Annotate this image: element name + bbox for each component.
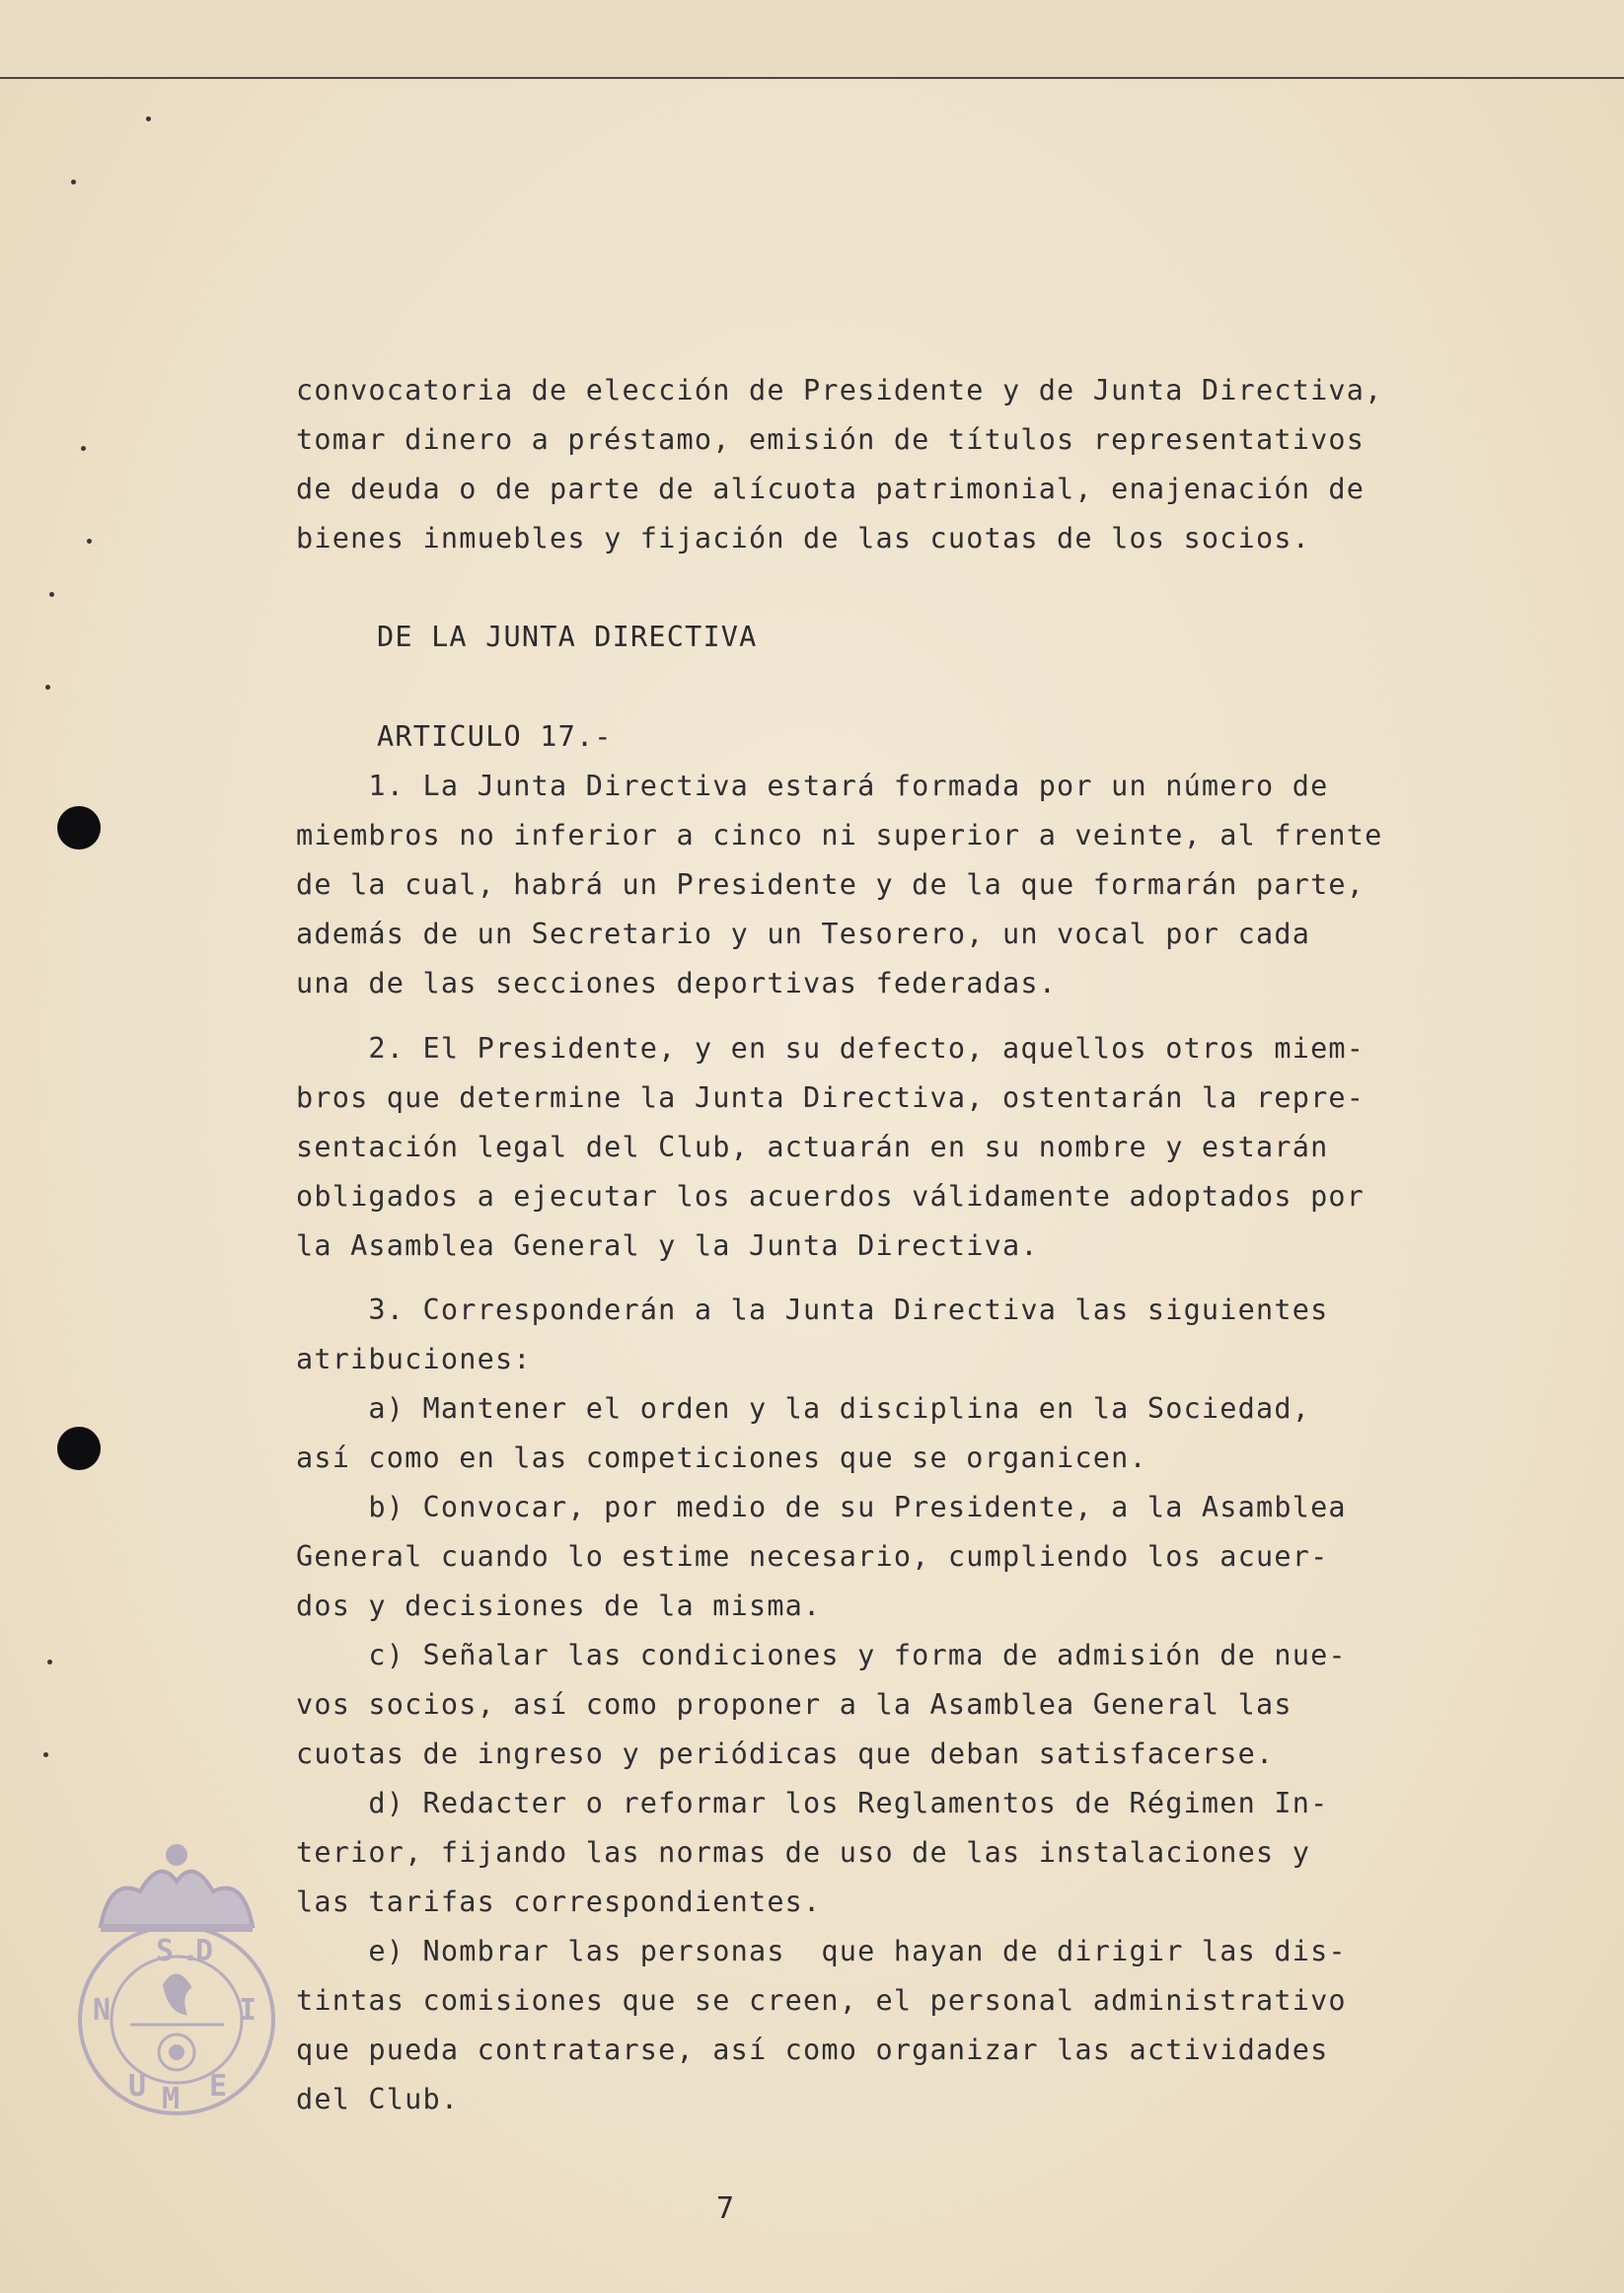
margin-speck — [81, 446, 86, 451]
svg-text:U: U — [128, 2069, 147, 2104]
list-item-d: d) Redacter o reformar los Reglamentos de Régimen In- — [296, 1787, 1329, 1819]
svg-text:D: D — [195, 1934, 214, 1968]
list-item-b: b) Convocar, por medio de su Presidente, a la Asamblea — [296, 1491, 1347, 1523]
text-line: 3. Corresponderán a la Junta Directiva las siguientes — [296, 1294, 1329, 1326]
text-line: la Asamblea General y la Junta Directiva. — [296, 1229, 1039, 1262]
margin-speck — [45, 685, 50, 690]
text-line: las tarifas correspondientes. — [296, 1886, 822, 1918]
svg-text:E: E — [209, 2069, 228, 2104]
svg-text:I: I — [239, 1993, 258, 2028]
margin-speck — [71, 180, 76, 185]
text-line: de la cual, habrá un Presidente y de la que formarán parte, — [296, 868, 1366, 901]
margin-speck — [49, 592, 54, 597]
section-heading: DE LA JUNTA DIRECTIVA — [377, 621, 758, 653]
paragraph-3 — [296, 1286, 1500, 2124]
text-line: tomar dinero a préstamo, emisión de títulos representativos — [296, 423, 1366, 456]
punch-hole-bottom — [57, 1427, 101, 1470]
text-line: sentación legal del Club, actuarán en su nombre y estarán — [296, 1131, 1329, 1163]
list-item-c: c) Señalar las condiciones y forma de admisión de nue- — [296, 1639, 1347, 1671]
margin-speck — [47, 1660, 52, 1664]
list-item-e: e) Nombrar las personas que hayan de dirigir las dis- — [296, 1935, 1347, 1967]
text-line: convocatoria de elección de Presidente y de Junta Directiva, — [296, 374, 1383, 407]
text-line: vos socios, así como proponer a la Asamblea General las — [296, 1688, 1292, 1721]
text-line: cuotas de ingreso y periódicas que deban satisfacerse. — [296, 1738, 1275, 1770]
top-edge-strip — [0, 0, 1624, 79]
text-line: bros que determine la Junta Directiva, ostentarán la repre- — [296, 1081, 1366, 1114]
text-line: dos y decisiones de la misma. — [296, 1590, 822, 1622]
margin-speck — [43, 1752, 48, 1757]
text-line: General cuando lo estime necesario, cumpliendo los acuer- — [296, 1540, 1329, 1573]
page-number: 7 — [716, 2191, 735, 2226]
paragraph-1 — [296, 762, 1500, 1008]
text-line: bienes inmuebles y fijación de las cuotas de los socios. — [296, 522, 1311, 555]
paragraph-2 — [296, 1024, 1500, 1271]
text-line: 2. El Presidente, y en su defecto, aquellos otros miem- — [296, 1032, 1366, 1065]
svg-text:S: S — [156, 1934, 175, 1968]
text-line: que pueda contratarse, así como organizar las actividades — [296, 2034, 1329, 2066]
article-heading: ARTICULO 17.- — [377, 720, 613, 753]
text-line: miembros no inferior a cinco ni superior a veinte, al frente — [296, 819, 1383, 851]
svg-text:M: M — [162, 2082, 181, 2116]
text-line: 1. La Junta Directiva estará formada por un número de — [296, 770, 1329, 802]
text-line: de deuda o de parte de alícuota patrimonial, enajenación de — [296, 473, 1366, 505]
text-line: una de las secciones deportivas federadas. — [296, 967, 1058, 999]
intro-paragraph — [296, 366, 1500, 563]
text-line: obligados a ejecutar los acuerdos válidamente adoptados por — [296, 1180, 1366, 1213]
text-line: atribuciones: — [296, 1343, 532, 1375]
text-line: así como en las competiciones que se organicen. — [296, 1442, 1147, 1474]
text-line: del Club. — [296, 2083, 460, 2115]
text-line: terior, fijando las normas de uso de las instalaciones y — [296, 1836, 1311, 1869]
punch-hole-top — [57, 806, 101, 850]
text-line: además de un Secretario y un Tesorero, un vocal por cada — [296, 918, 1311, 950]
club-stamp-icon — [71, 1837, 282, 2123]
margin-speck — [87, 539, 92, 544]
svg-text:.: . — [182, 1934, 200, 1968]
list-item-a: a) Mantener el orden y la disciplina en la Sociedad, — [296, 1392, 1311, 1425]
margin-speck — [146, 116, 151, 121]
text-line: tintas comisiones que se creen, el personal administrativo — [296, 1984, 1347, 2017]
svg-text:N: N — [93, 1993, 111, 2028]
